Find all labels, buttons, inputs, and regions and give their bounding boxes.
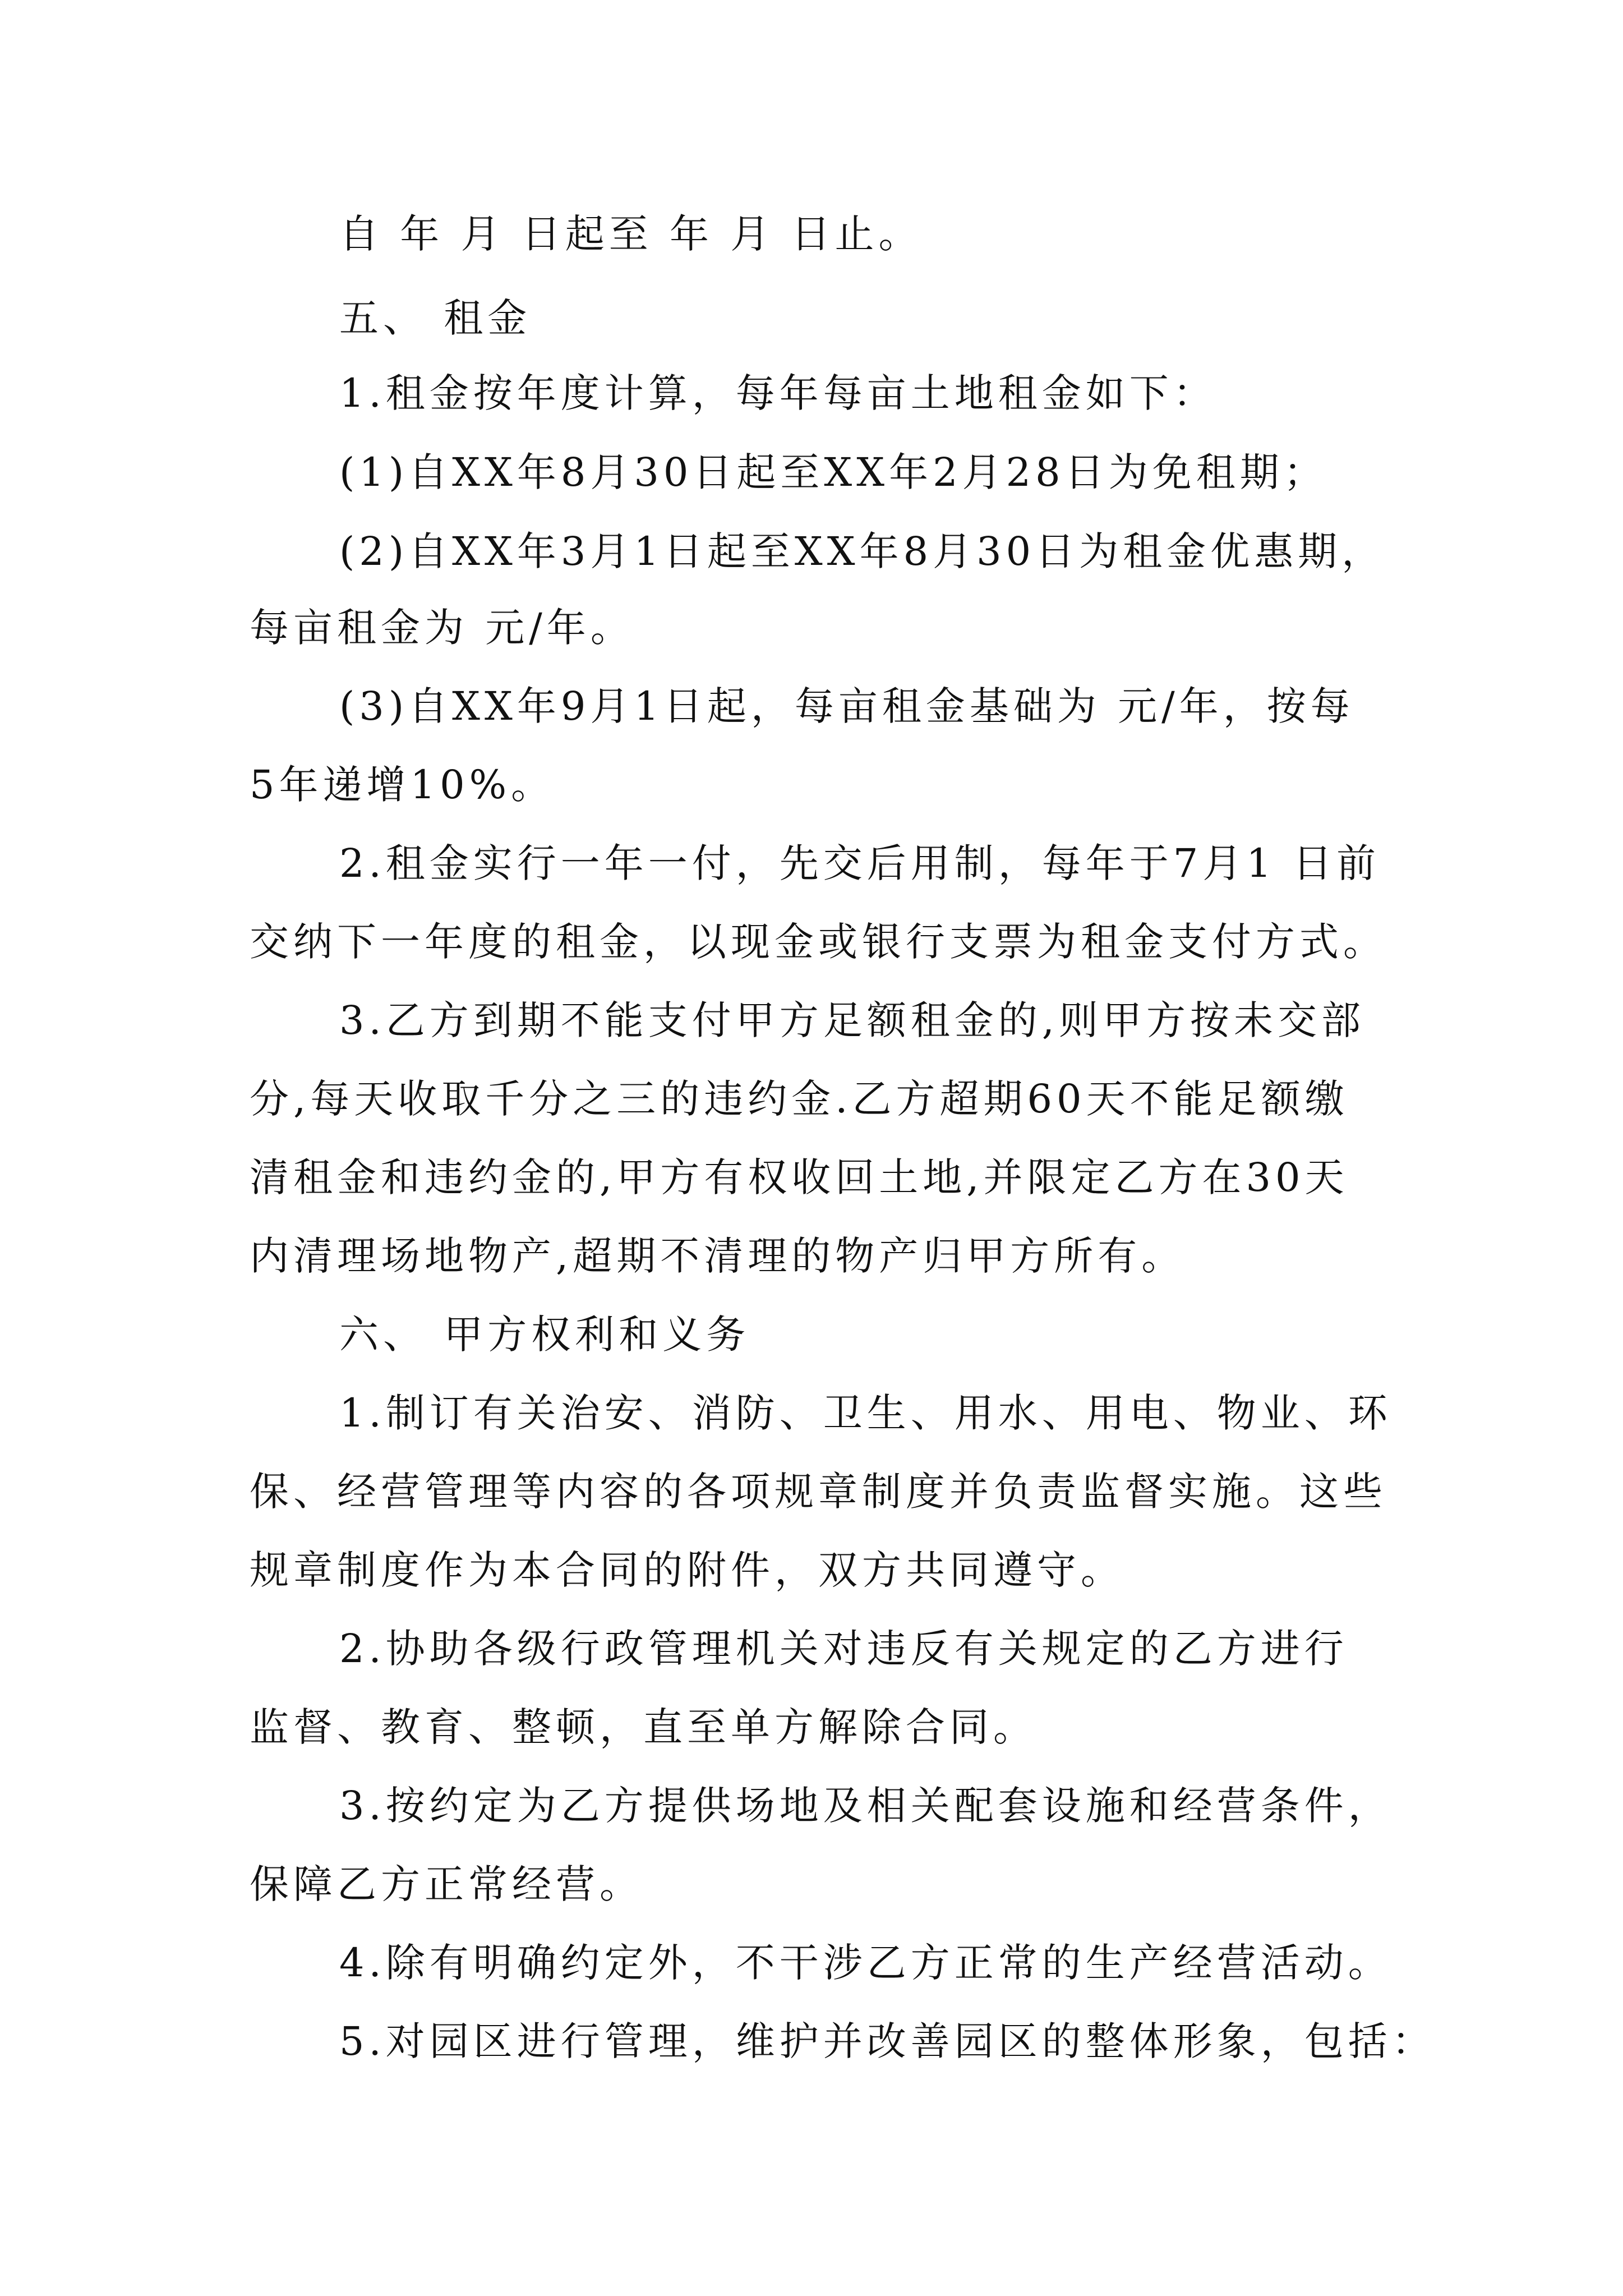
text-line: 2.租金实行一年一付，先交后用制，每年于7月1 日前 <box>339 840 1381 886</box>
text-line: 3.乙方到期不能支付甲方足额租金的,则甲方按未交部 <box>339 997 1366 1043</box>
text-line: 每亩租金为 元/年。 <box>250 605 634 651</box>
text-line: (1)自XX年8月30日起至XX年2月28日为免租期； <box>339 449 1327 495</box>
text-line: 1.租金按年度计算，每年每亩土地租金如下： <box>339 370 1217 416</box>
text-line: (2)自XX年3月1日起至XX年8月30日为租金优惠期， <box>339 528 1386 574</box>
text-line: (3)自XX年9月1日起，每亩租金基础为 元/年，按每 <box>339 683 1354 729</box>
text-line: 5.对园区进行管理，维护并改善园区的整体形象，包括： <box>339 2018 1436 2064</box>
text-line: 分,每天收取千分之三的违约金.乙方超期60天不能足额缴 <box>250 1076 1349 1122</box>
section-heading: 六、 甲方权利和义务 <box>339 1312 750 1358</box>
text-line: 监督、教育、整顿，直至单方解除合同。 <box>250 1704 1037 1750</box>
text-line: 1.制订有关治安、消防、卫生、用水、用电、物业、环 <box>339 1390 1392 1436</box>
text-line: 交纳下一年度的租金，以现金或银行支票为租金支付方式。 <box>250 919 1387 965</box>
text-line: 3.按约定为乙方提供场地及相关配套设施和经营条件， <box>339 1783 1392 1829</box>
text-line: 5年递增10%。 <box>250 762 555 808</box>
text-line: 规章制度作为本合同的附件，双方共同遵守。 <box>250 1547 1124 1593</box>
text-line: 保、经营管理等内容的各项规章制度并负责监督实施。这些 <box>250 1469 1387 1515</box>
text-line: 保障乙方正常经营。 <box>250 1861 643 1907</box>
text-line: 4.除有明确约定外，不干涉乙方正常的生产经营活动。 <box>339 1940 1392 1986</box>
text-line: 自 年 月 日起至 年 月 日止。 <box>339 211 923 257</box>
text-line: 2.协助各级行政管理机关对违反有关规定的乙方进行 <box>339 1626 1348 1672</box>
section-heading: 五、 租金 <box>339 295 532 341</box>
text-line: 内清理场地物产,超期不清理的物产归甲方所有。 <box>250 1233 1186 1279</box>
text-line: 清租金和违约金的,甲方有权收回土地,并限定乙方在30天 <box>250 1154 1349 1200</box>
